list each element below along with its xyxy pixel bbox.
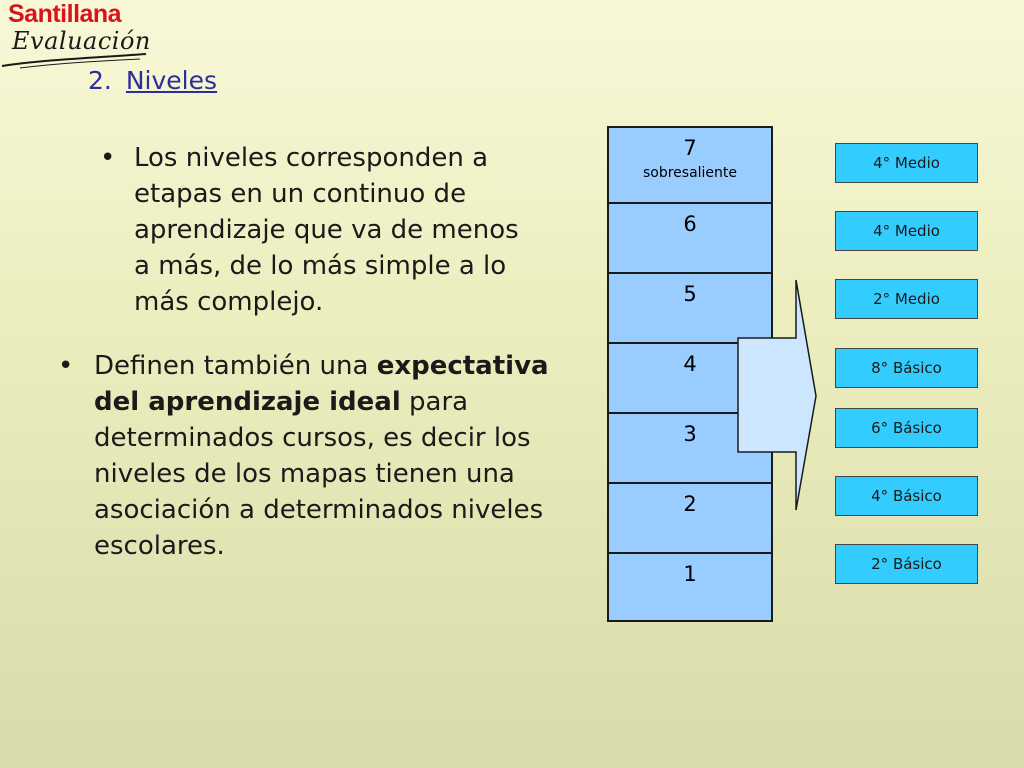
grade-box: 4° Básico — [835, 476, 978, 516]
grade-box: 2° Medio — [835, 279, 978, 319]
bullet-text-prefix: Definen también una — [94, 351, 377, 381]
bullet-dot: • — [58, 351, 74, 381]
grade-box: 8° Básico — [835, 348, 978, 388]
bullet-expectation — [58, 348, 558, 564]
level-number: 7 — [683, 136, 697, 160]
level-number: 2 — [683, 492, 697, 516]
title-text: Niveles — [125, 66, 218, 95]
logo-brand: Santillana — [8, 0, 122, 28]
grade-box: 6° Básico — [835, 408, 978, 448]
level-number: 6 — [683, 212, 697, 236]
level-number: 5 — [683, 282, 697, 306]
level-number: 4 — [683, 352, 697, 376]
level-cell — [609, 204, 771, 274]
grade-box: 4° Medio — [835, 143, 978, 183]
right-arrow-icon — [736, 278, 820, 514]
page-title — [88, 66, 217, 95]
level-cell — [609, 554, 771, 620]
level-label: sobresaliente — [642, 165, 738, 181]
bullet-levels-continuum — [100, 140, 540, 320]
santillana-logo — [0, 0, 151, 70]
bullet-text: Los niveles corresponden a etapas en un continuo de aprendizaje que va de menos a más, de lo más simple a lo más complejo. — [134, 143, 519, 317]
level-cell — [609, 128, 771, 204]
bullet-dot: • — [100, 143, 116, 173]
grade-box: 4° Medio — [835, 211, 978, 251]
bullet-text-suffix: para determinados cursos, es decir los niveles de los mapas tienen una asociación a determinados niveles escolares. — [94, 387, 544, 561]
bullet-text-bold: expectativa del aprendizaje ideal — [94, 351, 549, 417]
grade-box: 2° Básico — [835, 544, 978, 584]
level-number: 3 — [683, 422, 697, 446]
bullet-text — [94, 348, 558, 564]
level-number: 1 — [683, 562, 697, 586]
title-number: 2. — [88, 66, 112, 95]
logo-product: Evaluación — [12, 27, 151, 55]
